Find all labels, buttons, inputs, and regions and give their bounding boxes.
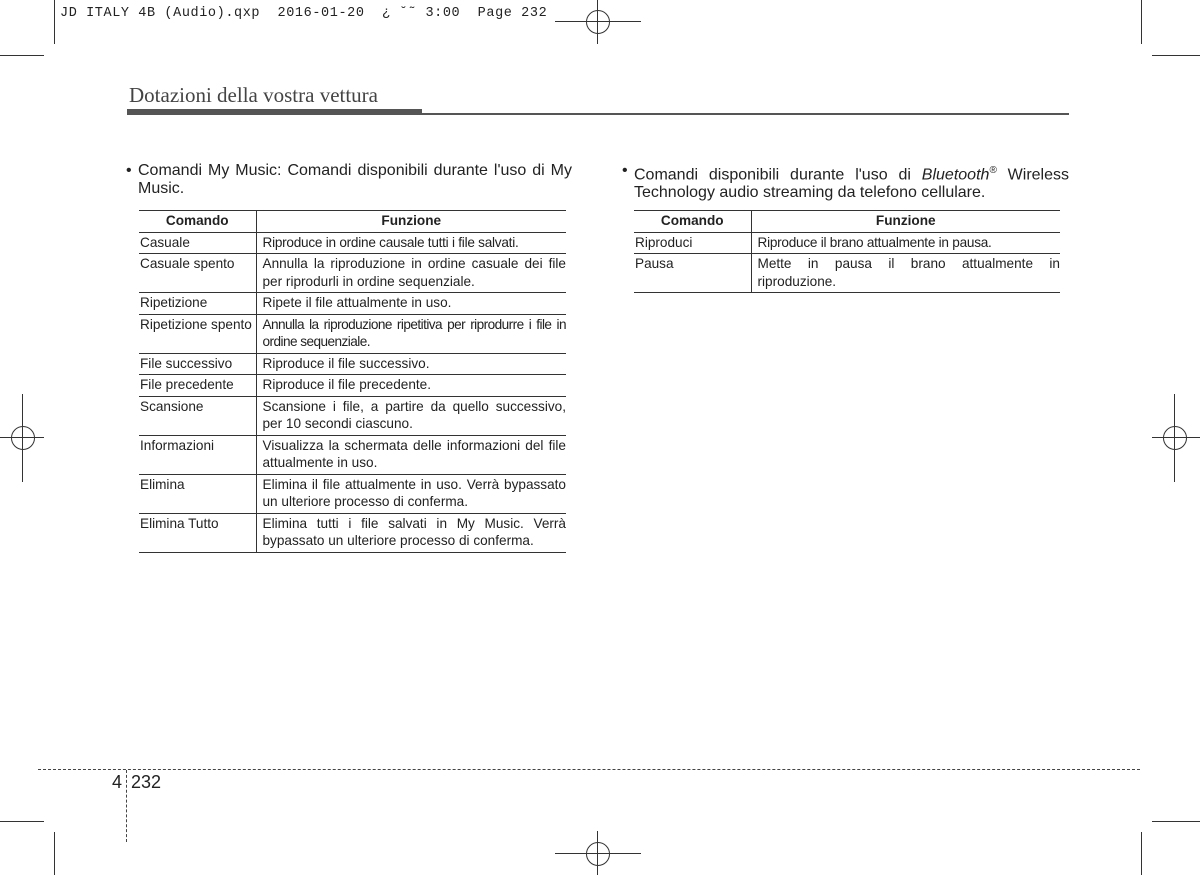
section-title-rule-thin <box>422 113 1069 115</box>
function-cell: Mette in pausa il brano attualmente in riproduzione. <box>751 254 1060 293</box>
crop-mark-bottom-left-v <box>54 832 55 875</box>
column-header-function: Funzione <box>256 211 566 233</box>
bluetooth-bullet-suffix: Wireless Technology audio streaming da telefono cellulare. <box>634 166 1069 202</box>
function-cell: Elimina tutti i file salvati in My Music. Verrà bypassato un ulteriore processo di conferma. <box>256 513 566 552</box>
my-music-bullet <box>126 162 572 198</box>
function-cell: Riproduce in ordine causale tutti i file salvati. <box>256 232 566 254</box>
section-title-rule-thick <box>127 109 422 115</box>
bluetooth-commands-table <box>634 210 1060 293</box>
my-music-commands-table <box>139 210 566 553</box>
column-header-command: Comando <box>634 211 751 233</box>
command-cell: Casuale spento <box>139 254 256 293</box>
command-cell: Pausa <box>634 254 751 293</box>
table-row <box>139 353 566 375</box>
table-row <box>139 396 566 435</box>
function-cell: Annulla la riproduzione ripetitiva per riprodurre i file in ordine sequenziale. <box>256 314 566 353</box>
command-cell: Riproduci <box>634 232 751 254</box>
function-cell: Elimina il file attualmente in uso. Verrà bypassato un ulteriore processo di conferma. <box>256 474 566 513</box>
bluetooth-bullet-prefix: Comandi disponibili durante l'uso di <box>634 166 922 184</box>
table-row <box>139 435 566 474</box>
bluetooth-brand-text: Bluetooth <box>921 166 990 184</box>
table-row <box>139 254 566 293</box>
crop-mark-top-right-v <box>1141 0 1142 44</box>
chapter-number: 4 <box>112 772 123 792</box>
function-cell: Riproduce il brano attualmente in pausa. <box>751 232 1060 254</box>
table-header-row <box>634 211 1060 233</box>
registered-trademark-mark: ® <box>989 165 997 176</box>
page-number-value: 232 <box>131 772 162 792</box>
page-number <box>112 772 161 793</box>
function-cell: Annulla la riproduzione in ordine casuale dei file per riprodurli in ordine sequenziale. <box>256 254 566 293</box>
table-row <box>634 232 1060 254</box>
bluetooth-bullet <box>622 162 1069 202</box>
function-cell: Visualizza la schermata delle informazioni del file attualmente in uso. <box>256 435 566 474</box>
bullet-dot: • <box>622 162 628 179</box>
my-music-bullet-text: Comandi My Music: Comandi disponibili durante l'uso di My Music. <box>138 162 572 197</box>
table-row <box>139 232 566 254</box>
crop-mark-top-left-v <box>54 0 55 44</box>
function-cell: Ripete il file attualmente in uso. <box>256 293 566 315</box>
print-slug-line: JD ITALY 4B (Audio).qxp 2016-01-20 ¿ ˘˜ 3:00 Page 232 <box>60 6 548 21</box>
command-cell: File successivo <box>139 353 256 375</box>
crop-mark-top-left-h <box>0 55 44 56</box>
command-cell: Elimina Tutto <box>139 513 256 552</box>
table-row <box>139 513 566 552</box>
crop-mark-top-right-h <box>1152 55 1200 56</box>
command-cell: Elimina <box>139 474 256 513</box>
table-row <box>634 254 1060 293</box>
function-cell: Riproduce il file successivo. <box>256 353 566 375</box>
table-row <box>139 474 566 513</box>
column-header-function: Funzione <box>751 211 1060 233</box>
column-header-command: Comando <box>139 211 256 233</box>
crop-mark-bottom-left-h <box>0 821 44 822</box>
function-cell: Riproduce il file precedente. <box>256 375 566 397</box>
table-row <box>139 375 566 397</box>
crop-mark-bottom-right-h <box>1152 821 1200 822</box>
command-cell: Ripetizione spento <box>139 314 256 353</box>
section-title: Dotazioni della vostra vettura <box>129 83 378 107</box>
table-header-row <box>139 211 566 233</box>
command-cell: Ripetizione <box>139 293 256 315</box>
table-row <box>139 293 566 315</box>
table-row <box>139 314 566 353</box>
bullet-dot: • <box>126 162 132 179</box>
command-cell: File precedente <box>139 375 256 397</box>
command-cell: Scansione <box>139 396 256 435</box>
command-cell: Informazioni <box>139 435 256 474</box>
function-cell: Scansione i file, a partire da quello successivo, per 10 secondi ciascuno. <box>256 396 566 435</box>
command-cell: Casuale <box>139 232 256 254</box>
crop-mark-bottom-right-v <box>1141 832 1142 875</box>
footer-dashed-rule <box>38 769 1140 770</box>
